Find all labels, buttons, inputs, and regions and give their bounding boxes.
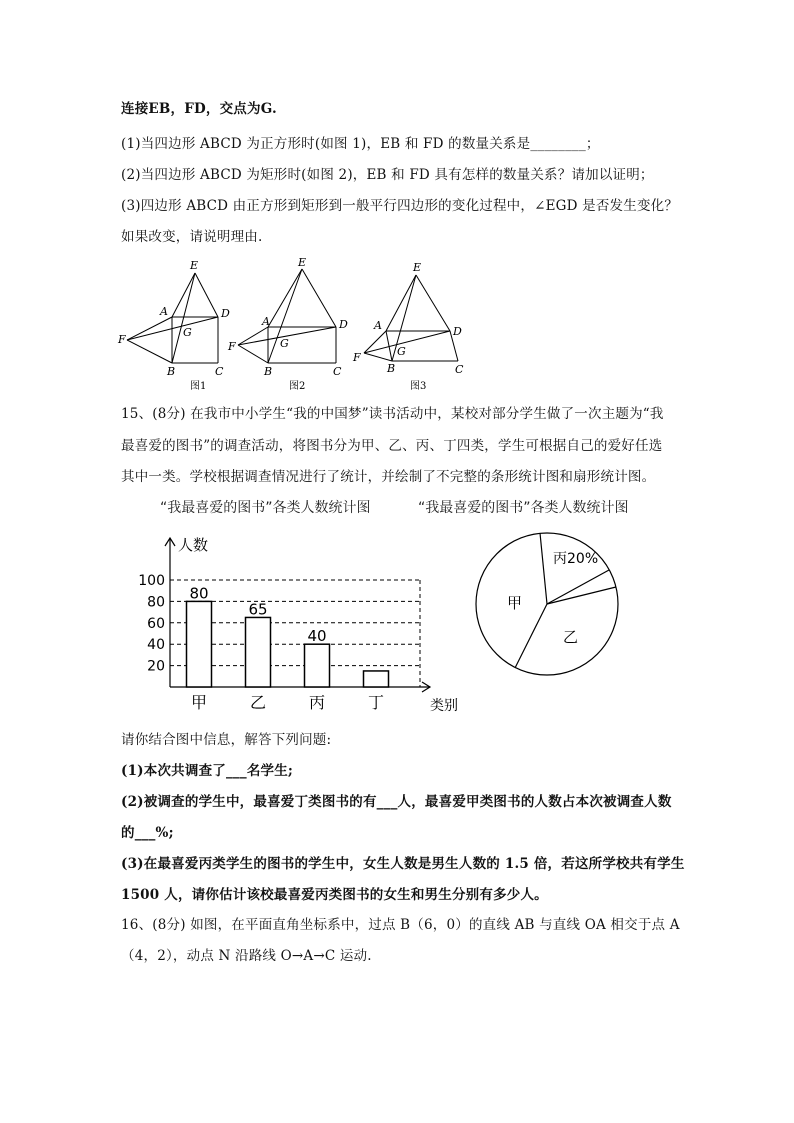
chart-titles	[150, 496, 690, 520]
q15-line2: 最喜爱的图书”的调查活动，将图书分为甲、乙、丙、丁四类，学生可根据自己的爱好任选	[121, 438, 663, 454]
fig2-label-E: E	[298, 256, 307, 269]
q16-line1: 16、(8分) 如图，在平面直角坐标系中，过点 B（6，0）的直线 AB 与直线 OA 相交于点 A	[121, 917, 680, 933]
category-label: 乙	[249, 693, 267, 712]
bar	[364, 671, 389, 687]
pie-label-bing: 丙20%	[553, 551, 599, 567]
y-tick-label: 100	[138, 573, 165, 589]
q14-intro: 连接EB，FD，交点为G.	[121, 101, 277, 117]
fig3-label-A: A	[374, 319, 382, 332]
y-tick-label: 80	[147, 594, 165, 611]
bar-data-label: 40	[307, 627, 327, 646]
fig2-label-F: F	[228, 340, 236, 353]
y-tick-label: 40	[147, 637, 165, 654]
fig1-label-E: E	[190, 259, 199, 272]
category-label: 丙	[308, 693, 326, 712]
pie-label-yi: 乙	[563, 628, 579, 646]
fig3-label-D: D	[453, 325, 462, 338]
q15-line3: 其中一类。学校根据调查情况进行了统计，并绘制了不完整的条形统计图和扇形统计图。	[121, 469, 656, 485]
fig3-BF	[364, 353, 392, 361]
geometry-figures	[110, 255, 490, 395]
figure-1	[127, 273, 218, 363]
q15-line1: 15、(8分) 在我市中小学生“我的中国梦”读书活动中，某校对部分学生做了一次主题为“我	[121, 406, 664, 422]
bar-data-label: 80	[189, 584, 209, 603]
figure-3	[364, 275, 458, 361]
fig2-label-B: B	[264, 365, 273, 378]
q14-part1: (1)当四边形 ABCD 为正方形时(如图 1)，EB 和 FD 的数量关系是________；	[121, 136, 600, 152]
q14-part2: (2)当四边形 ABCD 为矩形时(如图 2)，EB 和 FD 具有怎样的数量关系？请加以证明；	[121, 167, 654, 183]
fig1-label-A: A	[160, 305, 168, 318]
fig3-label-B: B	[387, 362, 396, 375]
fig2-label-C: C	[333, 365, 342, 378]
q14-part3-line1: (3)四边形 ABCD 由正方形到矩形到一般平行四边形的变化过程中，∠EGD 是否发生变化？	[121, 198, 679, 214]
q15-question-3-line1: (3)在最喜爱丙类学生的图书的学生中，女生人数是男生人数的 1.5 倍，若这所学校共有学生	[121, 856, 685, 872]
fig1-label-B: B	[167, 365, 176, 378]
fig2-caption: 图2	[289, 381, 306, 392]
fig3-FD	[364, 331, 450, 353]
q14-part3-line2: 如果改变，请说明理由.	[121, 229, 263, 245]
q15-question-3-line2: 1500 人，请你估计该校最喜爱丙类图书的女生和男生分别有多少人。	[121, 887, 548, 903]
fig1-DE	[195, 273, 218, 317]
fig2-label-D: D	[339, 318, 348, 331]
fig1-label-D: D	[221, 307, 230, 320]
y-tick-label: 20	[147, 658, 165, 675]
fig3-caption: 图3	[410, 381, 427, 392]
pie-chart	[470, 522, 640, 682]
fig1-BF	[127, 340, 172, 363]
y-axis-label: 人数	[178, 536, 209, 554]
fig3-DE	[416, 275, 450, 331]
fig2-label-G: G	[280, 337, 289, 350]
fig3-AE	[386, 275, 416, 331]
fig3-label-G: G	[397, 345, 406, 358]
fig2-BF	[238, 345, 268, 363]
category-label: 甲	[190, 693, 208, 712]
bar-chart	[130, 530, 458, 720]
fig1-label-C: C	[215, 365, 224, 378]
pie-label-jia: 甲	[507, 594, 523, 612]
category-label: 丁	[367, 693, 385, 712]
fig1-label-G: G	[183, 326, 192, 339]
fig2-label-A: A	[262, 315, 270, 328]
q15-question-intro: 请你结合图中信息，解答下列问题:	[121, 732, 332, 748]
x-axis-label: 类别	[430, 698, 458, 714]
fig2-DE	[302, 269, 336, 327]
fig3-label-C: C	[455, 363, 464, 376]
fig3-label-F: F	[353, 351, 361, 364]
bar	[246, 617, 271, 687]
bar-data-label: 65	[248, 600, 268, 619]
q16-line2: （4，2），动点 N 沿路线 O→A→C 运动.	[121, 948, 372, 964]
fig1-caption: 图1	[190, 381, 207, 392]
bar-chart-title: “我最喜爱的图书”各类人数统计图	[160, 500, 371, 516]
q15-question-2-line1: (2)被调查的学生中，最喜爱丁类图书的有___人，最喜爱甲类图书的人数占本次被调查人数	[121, 794, 672, 810]
bar	[187, 601, 212, 687]
fig3-label-E: E	[413, 261, 422, 274]
y-tick-label: 60	[147, 615, 165, 632]
q15-question-1: (1)本次共调查了___名学生;	[121, 763, 294, 779]
fig1-label-F: F	[118, 333, 126, 346]
pie-chart-title: “我最喜爱的图书”各类人数统计图	[418, 500, 629, 516]
fig2-AE	[268, 269, 302, 327]
bar	[305, 644, 330, 687]
fig1-AE	[172, 273, 195, 317]
q15-question-2-line2: 的___%;	[121, 825, 174, 841]
fig1-EB	[172, 273, 195, 363]
fig1-AF	[127, 317, 172, 340]
